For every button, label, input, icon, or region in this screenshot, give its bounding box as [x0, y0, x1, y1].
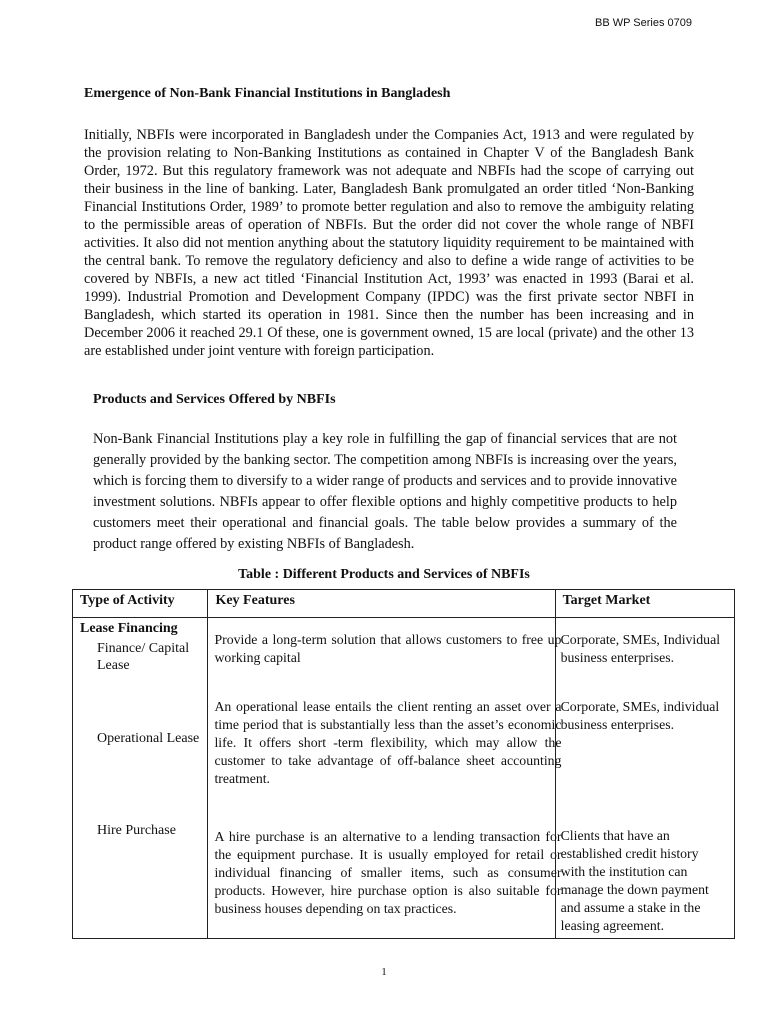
page-number: 1	[381, 966, 387, 978]
activity-operational-lease: Operational Lease	[97, 731, 200, 746]
activity-hire-purchase: Hire Purchase	[97, 823, 176, 838]
market-cell	[555, 618, 734, 939]
features-finance-capital-lease: Provide a long-term solution that allows customers to free up working capital	[214, 632, 562, 665]
document-title: Emergence of Non-Bank Financial Institutions in Bangladesh	[84, 86, 451, 101]
intro-paragraph: Initially, NBFIs were incorporated in Bangladesh under the Companies Act, 1913 and were regulated by the provision relating to Non-Banking Institutions as contained in Chapter V of the Bangladesh Bank Order, 1972. But this regulatory framework was not adequate and NBFIs had the scope of carrying out their business in the line of banking. Later, Bangladesh Bank promulgated an order titled ‘Non-Banking Financial Institutions Order, 1989’ to promote better regulation and also to remove the ambiguity relating to the permissible areas of operation of NBFIs. But the order did not cover the whole range of NBFI activities. It also did not mention anything about the statutory liquidity requirement to be maintained with the central bank. To remove the regulatory deficiency and also to define a wide range of activities to be covered by NBFIs, a new act titled ‘Financial Institution Act, 1993’ was enacted in 1993 (Barai et al. 1999). Industrial Promotion and Development Company (IPDC) was the first private sector NBFI in Bangladesh, which started its operation in 1981. Since then the number has been increasing and in December 2006 it reached 29.1 Of these, one is government owned, 15 are local (private) and the other 13 are established under joint venture with foreign participation.	[84, 127, 694, 359]
table-caption: Table : Different Products and Services of NBFIs	[238, 567, 530, 582]
features-cell	[208, 618, 562, 939]
products-table	[72, 589, 735, 939]
header-key-features: Key Features	[208, 590, 555, 618]
market-operational-lease: Corporate, SMEs, individual business enterprises.	[560, 699, 720, 732]
header-series-label: BB WP Series 0709	[594, 17, 692, 29]
features-hire-purchase: A hire purchase is an alternative to a lending transaction for the equipment purchase. It is usually employed for retail or individual financing of smaller items, such as consumer products. However, hire purchase option is also suitable for business houses depending on tax practices.	[214, 829, 562, 916]
activity-group-label: Lease Financing	[80, 621, 178, 636]
activity-cell	[73, 618, 208, 939]
activity-finance-capital-lease: Finance/ Capital Lease	[97, 641, 190, 673]
features-operational-lease: An operational lease entails the client renting an asset over a time period that is substantially less than the asset’s economic life. It offers short -term flexibility, which may allow the customer to take advantage of off-balance sheet accounting treatment.	[214, 699, 562, 786]
table-row	[73, 618, 735, 939]
header-target-market: Target Market	[555, 590, 734, 618]
section-title: Products and Services Offered by NBFIs	[93, 392, 336, 407]
table-header-row	[73, 590, 735, 618]
section-paragraph: Non-Bank Financial Institutions play a key role in fulfilling the gap of financial services that are not generally provided by the banking sector. The competition among NBFIs is increasing over the years, which is forcing them to diversify to a wider range of products and services and to provide innovative investment solutions. NBFIs appear to offer flexible options and highly competitive products to help customers meet their operational and financial goals. The table below provides a summary of the product range offered by existing NBFIs of Bangladesh.	[93, 431, 677, 552]
header-type-of-activity: Type of Activity	[73, 590, 208, 618]
market-finance-capital-lease: Corporate, SMEs, Individual business enterprises.	[560, 632, 721, 665]
market-hire-purchase: Clients that have an established credit history with the institution can manage the down payment and assume a stake in the leasing agreement.	[560, 828, 709, 933]
